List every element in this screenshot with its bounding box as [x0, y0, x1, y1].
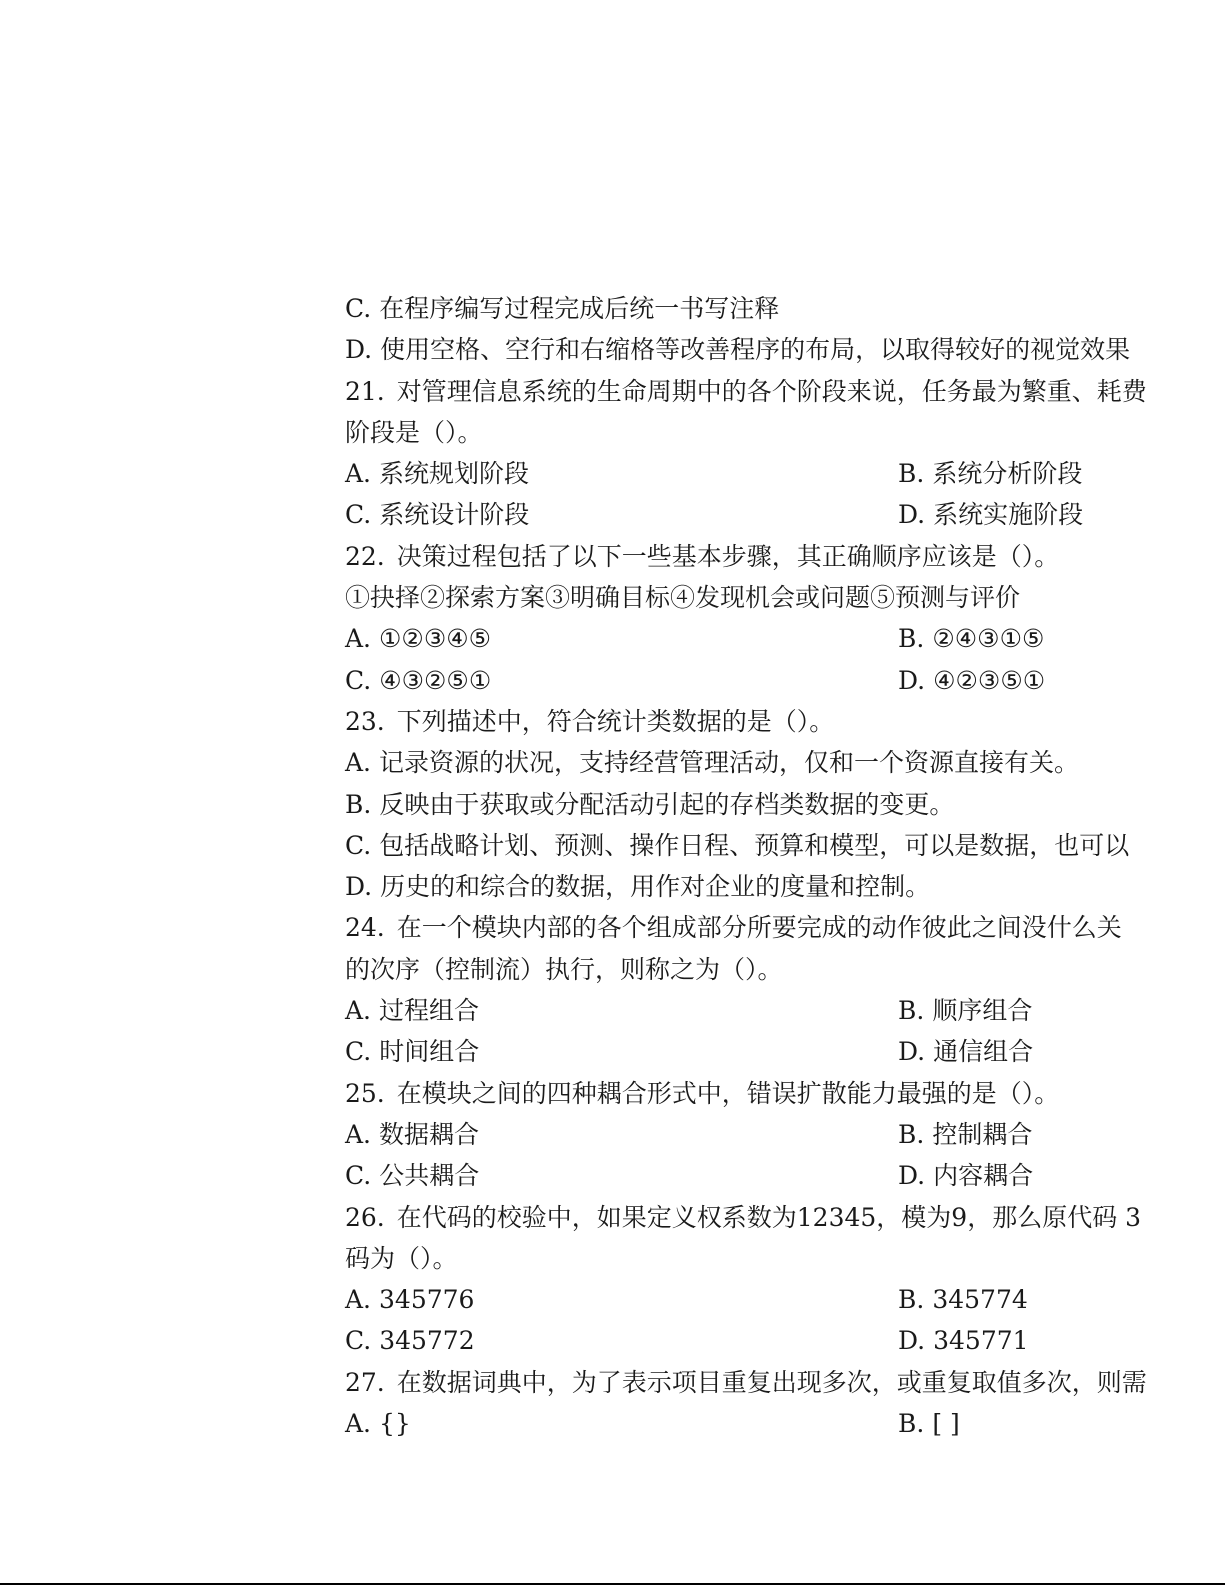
option-text: 345772	[379, 1326, 475, 1356]
continuation-line	[345, 412, 1213, 453]
option-text: ④②③⑤①	[933, 665, 1046, 695]
continuation-text: 的次序（控制流）执行，则称之为（）。	[345, 954, 783, 984]
option-pair-row	[345, 618, 1213, 659]
option-right	[898, 1031, 1213, 1072]
option-text: 顺序组合	[932, 996, 1033, 1026]
option-letter: B.	[898, 459, 925, 489]
option-line	[345, 288, 1213, 329]
option-line	[345, 866, 1213, 907]
question-line	[345, 701, 1213, 742]
continuation-text: 阶段是（）。	[345, 417, 483, 447]
option-right	[898, 1403, 1213, 1439]
option-text: 系统设计阶段	[379, 500, 530, 530]
question-number: 26.	[345, 1202, 385, 1232]
option-right	[898, 1114, 1213, 1155]
option-letter: B.	[898, 1409, 925, 1439]
option-text: 系统规划阶段	[379, 459, 530, 489]
option-text: 通信组合	[933, 1037, 1034, 1067]
option-right	[898, 1155, 1213, 1196]
continuation-line	[345, 1238, 1213, 1279]
option-pair-row	[345, 660, 1213, 701]
option-letter: C.	[345, 500, 372, 530]
option-letter: A.	[345, 748, 372, 778]
question-number: 25.	[345, 1078, 385, 1108]
option-letter: C.	[345, 294, 372, 323]
option-letter: C.	[345, 1161, 372, 1191]
option-letter: A.	[345, 1119, 372, 1149]
continuation-line	[345, 577, 1213, 618]
option-text: ①②③④⑤	[379, 624, 492, 654]
option-pair-row	[345, 1114, 1213, 1155]
option-letter: A.	[345, 1409, 372, 1439]
option-letter: D.	[898, 500, 926, 530]
question-text: 在一个模块内部的各个组成部分所要完成的动作彼此之间没什么关	[396, 913, 1122, 943]
option-line	[345, 825, 1213, 866]
option-letter: A.	[345, 996, 372, 1026]
option-left	[345, 1320, 898, 1361]
option-letter: C.	[345, 1037, 372, 1067]
option-text: 使用空格、空行和右缩格等改善程序的布局，以取得较好的视觉效果	[380, 335, 1131, 365]
continuation-text: 码为（）。	[345, 1243, 458, 1273]
exam-content	[345, 288, 1213, 1439]
option-line	[345, 784, 1213, 825]
question-number: 24.	[345, 913, 385, 943]
question-line	[345, 1073, 1213, 1114]
option-letter: A.	[345, 624, 372, 654]
continuation-line	[345, 949, 1213, 990]
option-letter: B.	[898, 1285, 925, 1315]
option-letter: A.	[345, 459, 372, 489]
option-text: 历史的和综合的数据，用作对企业的度量和控制。	[380, 872, 931, 902]
option-letter: D.	[898, 1161, 926, 1191]
option-right	[898, 990, 1213, 1031]
option-pair-row	[345, 1279, 1213, 1320]
option-pair-row	[345, 1155, 1213, 1196]
partial-option-row	[345, 1403, 1213, 1439]
option-letter: B.	[898, 1119, 925, 1149]
option-letter: B.	[898, 996, 925, 1026]
question-number: 23.	[345, 706, 385, 736]
option-left	[345, 660, 898, 701]
option-letter: B.	[345, 789, 372, 819]
question-line	[345, 371, 1213, 412]
option-letter: D.	[345, 872, 373, 902]
option-letter: B.	[898, 624, 925, 654]
question-text: 决策过程包括了以下一些基本步骤，其正确顺序应该是（）。	[396, 541, 1060, 571]
question-text: 在代码的校验中，如果定义权系数为12345，模为9，那么原代码 3	[396, 1202, 1142, 1232]
option-letter: D.	[898, 1326, 926, 1356]
option-letter: D.	[898, 665, 926, 695]
option-text: 记录资源的状况，支持经营管理活动，仅和一个资源直接有关。	[379, 748, 1080, 778]
option-right	[898, 618, 1213, 659]
option-left	[345, 453, 898, 494]
option-right	[898, 660, 1213, 701]
option-left	[345, 618, 898, 659]
option-text: 在程序编写过程完成后统一书写注释	[379, 294, 780, 323]
option-pair-row	[345, 453, 1213, 494]
option-text: 数据耦合	[379, 1119, 480, 1149]
option-text: 时间组合	[379, 1037, 480, 1067]
option-right	[898, 1279, 1213, 1320]
option-left	[345, 990, 898, 1031]
option-letter: A.	[345, 1285, 372, 1315]
option-letter: C.	[345, 1326, 372, 1356]
question-text: 下列描述中，符合统计类数据的是（）。	[396, 706, 835, 736]
question-line	[345, 1362, 1213, 1403]
option-text: 过程组合	[379, 996, 480, 1026]
option-text: 控制耦合	[932, 1119, 1033, 1149]
question-text: 在数据词典中，为了表示项目重复出现多次，或重复取值多次，则需	[396, 1367, 1147, 1397]
option-text: 公共耦合	[379, 1161, 480, 1191]
question-line	[345, 1197, 1213, 1238]
option-text: ④③②⑤①	[379, 665, 492, 695]
option-text: 系统实施阶段	[933, 500, 1084, 530]
option-pair-row	[345, 494, 1213, 535]
option-line	[345, 742, 1213, 783]
option-left	[345, 1279, 898, 1320]
option-right	[898, 1320, 1213, 1361]
option-letter: D.	[345, 335, 373, 365]
option-left	[345, 494, 898, 535]
option-letter: C.	[345, 665, 372, 695]
question-text: 对管理信息系统的生命周期中的各个阶段来说，任务最为繁重、耗费	[396, 376, 1147, 406]
question-number: 27.	[345, 1367, 385, 1397]
option-text: 包括战略计划、预测、操作日程、预算和模型，可以是数据，也可以	[379, 830, 1130, 860]
option-letter: D.	[898, 1037, 926, 1067]
option-pair-row	[345, 990, 1213, 1031]
option-text: ②④③①⑤	[932, 624, 1045, 654]
option-pair-row	[345, 1031, 1213, 1072]
option-left	[345, 1155, 898, 1196]
option-text: 反映由于获取或分配活动引起的存档类数据的变更。	[379, 789, 955, 819]
option-pair-row	[345, 1320, 1213, 1361]
question-text: 在模块之间的四种耦合形式中，错误扩散能力最强的是（）。	[396, 1078, 1060, 1108]
option-left	[345, 1403, 898, 1439]
option-line	[345, 329, 1213, 370]
option-text: 345771	[933, 1326, 1029, 1356]
option-letter: C.	[345, 830, 372, 860]
option-text: 系统分析阶段	[932, 459, 1083, 489]
option-right	[898, 453, 1213, 494]
option-text: 345774	[932, 1285, 1028, 1315]
option-text: {}	[379, 1409, 411, 1439]
option-left	[345, 1031, 898, 1072]
option-text: 内容耦合	[933, 1161, 1034, 1191]
question-line	[345, 536, 1213, 577]
option-right	[898, 494, 1213, 535]
continuation-text: ①抉择②探索方案③明确目标④发现机会或问题⑤预测与评价	[345, 583, 1021, 613]
option-text: 345776	[379, 1285, 475, 1315]
option-left	[345, 1114, 898, 1155]
question-line	[345, 907, 1213, 948]
question-number: 21.	[345, 376, 385, 406]
option-text: [ ]	[932, 1409, 960, 1439]
question-number: 22.	[345, 541, 385, 571]
